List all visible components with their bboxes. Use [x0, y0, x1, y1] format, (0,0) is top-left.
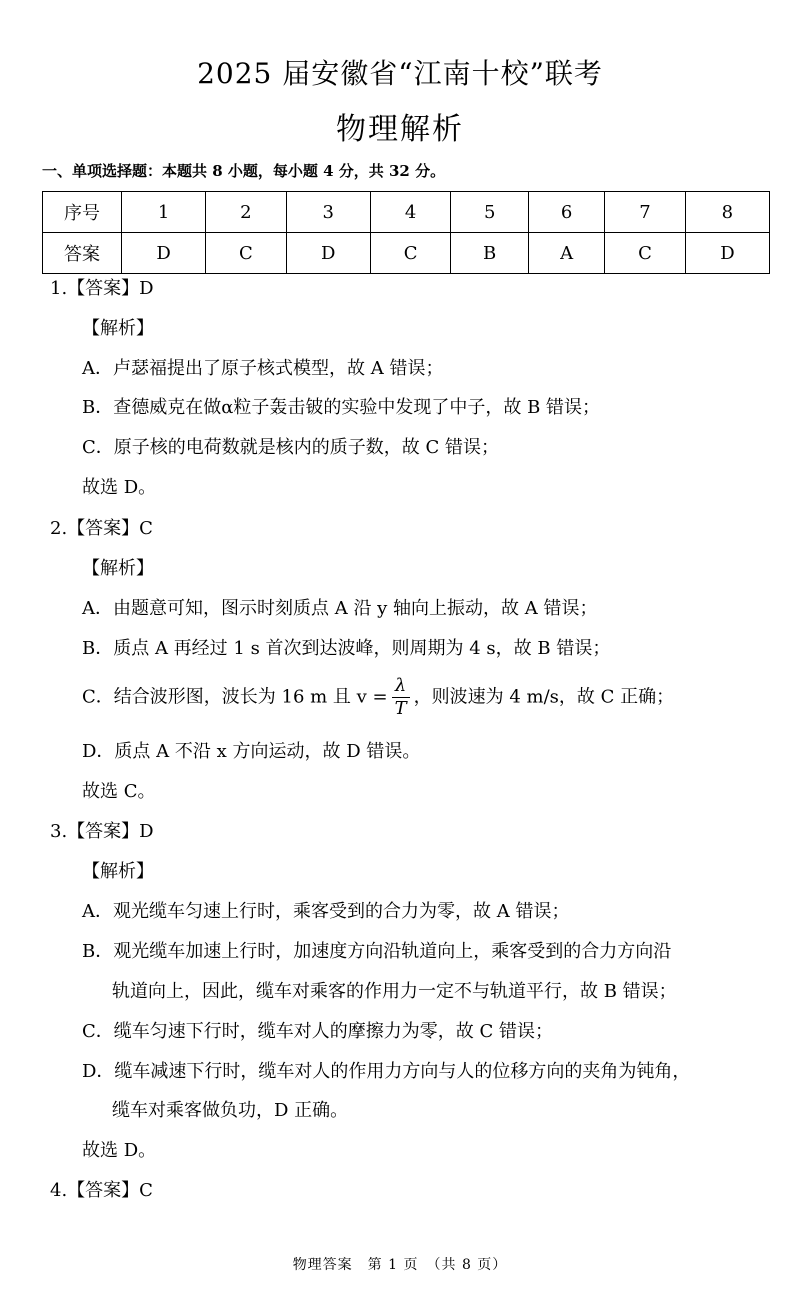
q1-option-c: C．原子核的电荷数就是核内的质子数，故 C 错误； [82, 437, 499, 458]
q3-option-b-line1: B．观光缆车加速上行时，加速度方向沿轨道向上，乘客受到的合力方向沿 [82, 941, 672, 962]
document-title: 2025 届安徽省“江南十校”联考 [197, 57, 603, 90]
table-cell: C [370, 233, 451, 274]
table-cell: 1 [122, 192, 206, 233]
q2-analysis-label: 【解析】 [82, 558, 154, 579]
table-cell: D [286, 233, 370, 274]
q3-option-a: A．观光缆车匀速上行时，乘客受到的合力为零，故 A 错误； [82, 901, 570, 922]
document-subtitle: 物理解析 [336, 112, 464, 147]
q2-answer-heading: 2.【答案】C [50, 518, 153, 539]
q3-answer-heading: 3.【答案】D [50, 821, 154, 842]
table-cell: C [206, 233, 287, 274]
q4-answer-heading: 4.【答案】C [50, 1180, 153, 1201]
table-cell: 8 [685, 192, 769, 233]
section-heading: 一、单项选择题：本题共 8 小题，每小题 4 分，共 32 分。 [42, 162, 446, 180]
table-row-answers [43, 233, 770, 274]
table-cell: 5 [451, 192, 529, 233]
table-cell: 2 [206, 192, 287, 233]
table-cell: 7 [605, 192, 686, 233]
q1-option-a: A．卢瑟福提出了原子核式模型，故 A 错误； [82, 358, 444, 379]
q2-option-c [82, 675, 674, 720]
table-cell-header: 答案 [43, 233, 122, 274]
table-cell: B [451, 233, 529, 274]
fraction-denominator: T [394, 698, 407, 719]
q3-option-c: C．缆车匀速下行时，缆车对人的摩擦力为零，故 C 错误； [82, 1021, 553, 1042]
answer-table [42, 191, 770, 274]
q1-option-b: B．查德威克在做α粒子轰击铍的实验中发现了中子，故 B 错误； [82, 397, 601, 418]
q3-option-b-line2: 轨道向上，因此，缆车对乘客的作用力一定不与轨道平行，故 B 错误； [112, 981, 677, 1002]
q2-conclusion: 故选 C。 [82, 781, 156, 802]
table-cell-header: 序号 [43, 192, 122, 233]
q2-option-b: B．质点 A 再经过 1 s 首次到达波峰，则周期为 4 s，故 B 错误； [82, 638, 611, 659]
table-cell: D [122, 233, 206, 274]
table-cell: C [605, 233, 686, 274]
q3-analysis-label: 【解析】 [82, 861, 154, 882]
q2-option-c-text: C．结合波形图，波长为 16 m 且 v = [82, 686, 388, 708]
table-row-numbers [43, 192, 770, 233]
q3-option-d-line1: D．缆车减速下行时，缆车对人的作用力方向与人的位移方向的夹角为钝角， [82, 1061, 691, 1082]
q2-option-a: A．由题意可知，图示时刻质点 A 沿 y 轴向上振动，故 A 错误； [82, 598, 598, 619]
table-cell: A [528, 233, 604, 274]
q1-analysis-label: 【解析】 [82, 318, 154, 339]
table-cell: D [685, 233, 769, 274]
wave-speed-fraction [392, 675, 410, 720]
q3-conclusion: 故选 D。 [82, 1140, 157, 1161]
q1-answer-heading: 1.【答案】D [50, 278, 154, 299]
q1-conclusion: 故选 D。 [82, 477, 157, 498]
q2-option-d: D．质点 A 不沿 x 方向运动，故 D 错误。 [82, 741, 421, 762]
table-cell: 3 [286, 192, 370, 233]
table-cell: 4 [370, 192, 451, 233]
table-cell: 6 [528, 192, 604, 233]
q2-option-c-tail: ，则波速为 4 m/s，故 C 正确； [413, 686, 675, 708]
fraction-numerator: λ [392, 675, 410, 698]
page-footer: 物理答案 第 1 页 （共 8 页） [292, 1257, 508, 1273]
q3-option-d-line2: 缆车对乘客做负功，D 正确。 [112, 1100, 349, 1121]
